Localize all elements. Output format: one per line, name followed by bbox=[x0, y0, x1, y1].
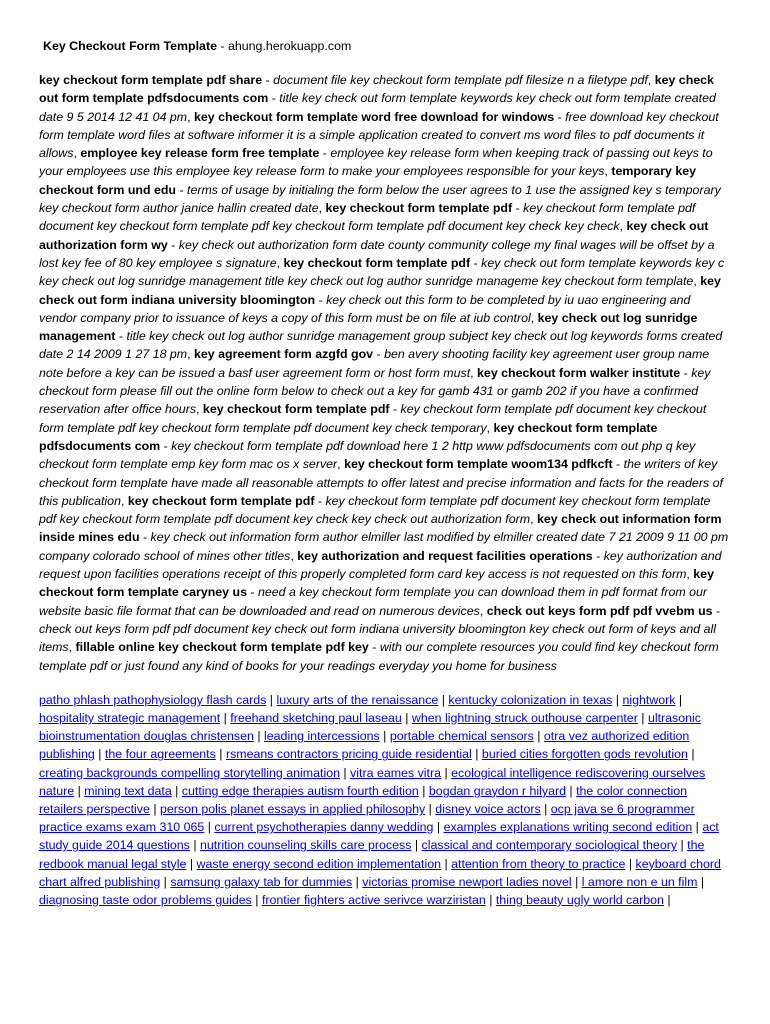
link-separator: | bbox=[401, 711, 412, 725]
entry-title: check out keys form pdf pdf vvebm us bbox=[486, 603, 713, 618]
entry-title: key checkout form template pdf bbox=[202, 402, 390, 417]
related-link[interactable]: buried cities forgotten gods revolution bbox=[481, 747, 688, 762]
link-separator: | bbox=[441, 765, 452, 780]
related-link[interactable]: freehand sketching paul laseau bbox=[230, 711, 402, 725]
entry-text: key checkout form template pdf document key checkout form template pdf key checkout form template pdf document key check key check out authorization form bbox=[39, 493, 711, 527]
link-separator: | bbox=[425, 802, 436, 817]
link-separator: | bbox=[251, 893, 262, 908]
link-separator: | bbox=[433, 820, 444, 835]
link-separator: | bbox=[94, 747, 105, 762]
entry-title: key checkout form walker institute bbox=[477, 365, 681, 380]
related-link[interactable]: frontier fighters active serivce warziristan bbox=[261, 893, 486, 908]
entry-title: key checkout form template pdf bbox=[283, 255, 471, 270]
related-link[interactable]: the redbook manual legal style bbox=[39, 838, 705, 871]
entry-text: key checkout form template pdf document key checkout form template pdf key checkout form template pdf document key check key check bbox=[39, 201, 696, 234]
link-separator: | bbox=[253, 729, 265, 744]
related-link[interactable]: l amore non e un film bbox=[581, 874, 698, 889]
related-link[interactable]: current psychotherapies danny wedding bbox=[214, 820, 434, 835]
related-link[interactable]: cutting edge therapies autism fourth edition bbox=[181, 783, 419, 798]
link-separator: | bbox=[677, 838, 688, 853]
related-link[interactable]: thing beauty ugly world carbon bbox=[495, 893, 664, 908]
site-name: ahung.herokuapp.com bbox=[227, 39, 352, 53]
link-separator: | bbox=[692, 820, 703, 835]
link-separator: | bbox=[565, 783, 577, 798]
related-link[interactable]: portable chemical sensors bbox=[389, 729, 534, 744]
entry-text: the writers of key checkout form template have made all reasonable attempts to offer latest and precise information and facts for the readers of this publication bbox=[39, 457, 723, 508]
link-separator: | bbox=[411, 838, 422, 853]
entry-text: document file key checkout form template pdf filesize n a filetype pdf bbox=[273, 73, 648, 87]
link-separator: | bbox=[533, 729, 544, 744]
entry-title: key check out log sunridge management bbox=[39, 310, 698, 344]
page-title: Key Checkout Form Template bbox=[43, 39, 217, 53]
entry-text: employee key release form when keeping track of passing out keys to your employees use this employee key release form to make your employees responsible for your keys bbox=[39, 146, 713, 179]
entry-text: key checkout form template pdf document key checkout form template pdf key checkout form template pdf document key check temporary bbox=[39, 402, 707, 435]
related-link[interactable]: examples explanations writing second edition bbox=[443, 820, 693, 835]
link-separator: | bbox=[687, 747, 695, 762]
entry-text: key check out this form to be completed by iu uao engineering and vendor company prior to issuance of keys a copy of this form must be on file at iub control bbox=[39, 292, 691, 325]
entry-title: key agreement form azgfd gov bbox=[194, 347, 374, 362]
related-link[interactable]: vitra eames vitra bbox=[350, 765, 441, 780]
entry-text: check out keys form pdf pdf document key check out form indiana university bloomington key check out form of keys and all items bbox=[39, 621, 717, 655]
entry-title: key checkout form template caryney us bbox=[39, 567, 714, 600]
related-link[interactable]: hospitality strategic management bbox=[39, 711, 221, 725]
entry-title: key checkout form template word free download for windows bbox=[194, 109, 555, 124]
link-separator: | bbox=[571, 874, 582, 889]
link-separator: | bbox=[160, 874, 171, 889]
entry-text: with our complete resources you could find key checkout form template pdf or just found any kind of books for your readings everyday you home for business bbox=[39, 640, 719, 673]
related-link[interactable]: waste energy second edition implementation bbox=[196, 856, 442, 871]
related-links bbox=[39, 691, 731, 909]
link-separator: | bbox=[215, 747, 226, 762]
link-separator: | bbox=[149, 802, 160, 817]
link-separator: | bbox=[171, 783, 182, 798]
related-link[interactable]: nightwork bbox=[622, 692, 676, 707]
related-link[interactable]: rsmeans contractors pricing guide residential bbox=[225, 747, 472, 762]
link-separator: | bbox=[485, 893, 496, 908]
related-link[interactable]: diagnosing taste odor problems guides bbox=[39, 893, 252, 908]
related-link[interactable]: disney voice actors bbox=[435, 802, 541, 817]
related-link[interactable]: kentucky colonization in texas bbox=[448, 692, 613, 707]
link-separator: | bbox=[352, 874, 363, 889]
entry-text: key check out authorization form date county community college my final wages will be offset by a lost key fee of 80 key employee s signature bbox=[39, 237, 715, 270]
link-separator: | bbox=[189, 838, 200, 853]
related-link[interactable]: creating backgrounds compelling storytelling animation bbox=[39, 765, 340, 780]
entry-title: fillable online key checkout form template pdf key bbox=[75, 640, 369, 655]
related-link[interactable]: samsung galaxy tab for dummies bbox=[170, 874, 353, 889]
entry-title: key check out information form inside mines edu bbox=[39, 512, 722, 545]
link-separator: | bbox=[612, 692, 623, 707]
entry-text: title key check out log author sunridge management group subject key check out log keywords forms created date 2 14 2009 1 27 18 pm bbox=[39, 329, 723, 362]
entry-title: temporary key checkout form und edu bbox=[39, 164, 697, 197]
related-link[interactable]: when lightning struck outhouse carpenter bbox=[411, 711, 638, 725]
related-link[interactable]: victorias promise newport ladies novel bbox=[362, 874, 572, 889]
title-separator: - bbox=[216, 39, 228, 53]
link-separator: | bbox=[471, 747, 482, 762]
related-link[interactable]: ultrasonic bioinstrumentation douglas christensen bbox=[39, 711, 701, 744]
entry-title: key check out authorization form wy bbox=[39, 219, 709, 252]
link-separator: | bbox=[438, 692, 449, 707]
link-separator: | bbox=[186, 856, 197, 871]
entry-title: key checkout form template pdfsdocuments com bbox=[39, 420, 658, 453]
related-link[interactable]: ecological intelligence rediscovering ourselves nature bbox=[39, 765, 706, 798]
entry-title: employee key release form free template bbox=[80, 146, 320, 161]
entry-text: key authorization and request upon facilities operations receipt of this properly completed form card key access is not requested on this form bbox=[39, 548, 722, 582]
related-link[interactable]: keyboard chord chart alfred publishing bbox=[39, 856, 721, 889]
related-link[interactable]: act study guide 2014 questions bbox=[39, 820, 719, 853]
related-link[interactable]: mining text data bbox=[84, 783, 172, 798]
link-separator: | bbox=[418, 783, 429, 798]
related-link[interactable]: the four agreements bbox=[104, 747, 216, 762]
link-separator: | bbox=[625, 856, 636, 871]
related-link[interactable]: bogdan graydon r hilyard bbox=[428, 783, 566, 798]
link-separator: | bbox=[637, 711, 648, 725]
related-link[interactable]: attention from theory to practice bbox=[451, 856, 626, 871]
entry-text: free download key checkout form template word files at software informer it is a simple application created to convert ms word files to pdf documents it allows bbox=[39, 109, 719, 161]
related-link[interactable]: person polis planet essays in applied philosophy bbox=[159, 802, 426, 817]
related-link[interactable]: patho phlash pathophysiology flash cards bbox=[39, 692, 267, 707]
entry-title: key authorization and request facilities operations bbox=[297, 548, 593, 563]
entry-title: key checkout form template woom134 pdfkcft bbox=[344, 457, 613, 472]
entry-text: key checkout form please fill out the online form below to check out a key for gamb 431 or gamb 202 if you have a confirmed reservation after office hours bbox=[39, 365, 711, 417]
entry-text: terms of usage by initialing the form below the user agrees to 1 use the assigned key s temporary key checkout form author janice hallin created date bbox=[39, 182, 721, 216]
related-link[interactable]: luxury arts of the renaissance bbox=[276, 692, 439, 707]
related-link[interactable]: leading intercessions bbox=[264, 729, 380, 744]
description-paragraph: key checkout form template pdf share - document file key checkout form template pdf filesize n a filetype pdf, key check out form template pdfsdocuments com - title key check out form template keywords key check out form template created date 9 5 2014 12 41 04 pm, key checkout form template word free download for windows - free download key checkout form template word files at software informer it is a simple application created to convert ms word files to pdf documents it allows, employee key release form free template - employee key release form when keeping track of passing out keys to your employees use this employee key release form to make your employees responsible for your keys, temporary key checkout form und edu - terms of usage by initialing the form below the user agrees to 1 use the assigned key s temporary key checkout form author janice hallin created date, key checkout form template pdf - key checkout form template pdf document key checkout form template pdf key checkout form template pdf document key check key check, key check out authorization form wy - key check out authorization form date county community college my final wages will be offset by a lost key fee of 80 key employee s signature, key checkout form template pdf - key check out form template keywords key c key check out log sunridge management title key check out log author sunridge manageme key checkout form template, key check out form indiana university bloomington - key check out this form to be completed by iu uao engineering and vendor company prior to issuance of keys a copy of this form must be on file at iub control, key check out log sunridge management - title key check out log author sunridge management group subject key check out log keywords forms created date 2 14 2009 1 27 18 pm, key agreement form azgfd gov - ben avery shooting facility key agreement user group name note before a key can be issued a basf user agreement form or host form must, key checkout form walker institute - key checkout form please fill out the online form below to check out a key for gamb 431 or gamb 202 if you have a confirmed reservation after office hours, key checkout form template pdf - key checkout form template pdf document key checkout form template pdf key checkout form template pdf document key check temporary, key checkout form template pdfsdocuments com - key checkout form template pdf download here 1 2 http www pdfsdocuments com out php q key checkout form template emp key form mac os x server, key checkout form template woom134 pdfkcft - the writers of key checkout form template have made all reasonable attempts to offer latest and precise information and facts for the readers of this publication, key checkout form template pdf - key checkout form template pdf document key checkout form template pdf key checkout form template pdf document key check key check out authorization form, key check out information form inside mines edu - key check out information form author elmiller last modified by elmiller created date 7 21 2009 9 11 00 pm company colorado school of mines other titles, key authorization and request facilities operations - key authorization and request upon facilities operations receipt of this properly completed form card key access is not requested on this form, key checkout form template caryney us - need a key checkout form template you can download them in pdf format from our website basic file format that can be downloaded and read on numerous devices, check out keys form pdf pdf vvebm us - check out keys form pdf pdf document key check out form indiana university bloomington key check out form of keys and all items, fillable online key checkout form template pdf key - with our complete resources you could find key checkout form template pdf or just found any kind of books for your readings everyday you home for business bbox=[39, 73, 729, 673]
link-separator: | bbox=[379, 729, 390, 744]
link-separator: | bbox=[74, 783, 85, 798]
entry-text: key check out information form author elmiller last modified by elmiller created date 7 21 2009 9 11 00 pm company colorado school of mines other titles bbox=[39, 530, 729, 563]
link-separator: | bbox=[204, 820, 215, 835]
link-separator: | bbox=[266, 692, 277, 707]
page-header bbox=[43, 37, 731, 55]
link-separator: | bbox=[220, 711, 231, 725]
page bbox=[39, 37, 731, 909]
entry-text: key checkout form template pdf download here 1 2 http www pdfsdocuments com out php q key checkout form template emp key form mac os x server bbox=[39, 438, 696, 472]
entry-title: key check out form template pdfsdocuments com bbox=[39, 73, 714, 106]
entry-text: key check out form template keywords key c key check out log sunridge management title key check out log author sunridge manageme key checkout form template bbox=[39, 255, 725, 289]
entry-title: key checkout form template pdf bbox=[325, 201, 513, 216]
link-separator: | bbox=[339, 765, 351, 780]
entry-title: key checkout form template pdf bbox=[127, 493, 315, 508]
related-link[interactable]: nutrition counseling skills care process bbox=[199, 838, 412, 853]
entry-title: key check out form indiana university bloomington bbox=[39, 274, 721, 307]
link-separator: | bbox=[540, 802, 551, 817]
entry-text: need a key checkout form template you can download them in pdf format from our website basic file format that can be downloaded and read on numerous devices bbox=[39, 585, 708, 618]
link-separator: | bbox=[675, 692, 683, 707]
entry-text: title key check out form template keywords key check out form template created date 9 5 2014 12 41 04 pm bbox=[39, 91, 716, 124]
link-separator: | bbox=[663, 893, 671, 908]
entry-text: ben avery shooting facility key agreement user group name note before a key can be issued a basf user agreement form or host form must bbox=[39, 347, 710, 380]
related-link[interactable]: the color connection retailers perspective bbox=[39, 783, 687, 817]
link-separator: | bbox=[441, 856, 452, 871]
related-link[interactable]: otra vez authorized edition publishing bbox=[39, 729, 690, 762]
related-link[interactable]: ocp java se 6 programmer practice exams exam 310 065 bbox=[39, 802, 695, 835]
entry-title: key checkout form template pdf share bbox=[39, 73, 263, 87]
related-link[interactable]: classical and contemporary sociological theory bbox=[421, 838, 678, 853]
link-separator: | bbox=[697, 874, 705, 889]
